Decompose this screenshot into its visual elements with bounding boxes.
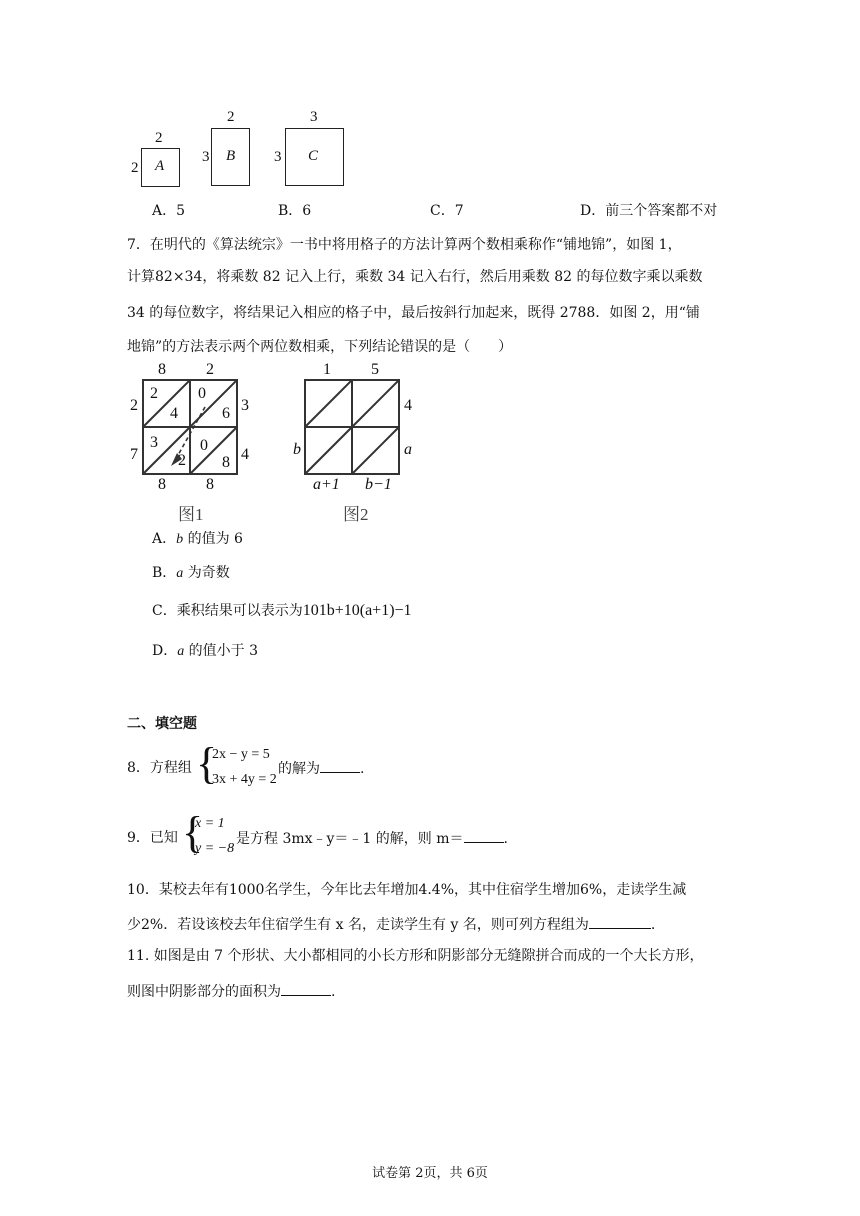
fig1-right-1: 3 (241, 397, 249, 414)
q6-option-b: B．6 (278, 203, 312, 219)
fig1-cell-5: 3 (150, 434, 158, 451)
q8-eq2: 3x + 4y = 2 (212, 772, 277, 787)
fig2-caption: 图2 (343, 505, 369, 524)
fig1-cell-3: 0 (198, 385, 206, 402)
q9-prefix: 9．已知 (127, 830, 178, 846)
q8-prefix: 8．方程组 (127, 760, 192, 776)
q8-eq1: 2x − y = 5 (212, 747, 270, 762)
fig1-cell-6: 2 (178, 452, 186, 469)
q9-rest: 是方程 3mx﹣y＝﹣1 的解，则 m＝ . (236, 828, 508, 849)
q6-option-c: C．7 (430, 203, 464, 219)
fig-b-name: B (226, 148, 236, 164)
fig1-cell-1: 2 (150, 385, 158, 402)
fig1-caption: 图1 (178, 505, 204, 524)
q10-answer-blank[interactable] (589, 914, 651, 929)
fig1-right-2: 4 (241, 446, 249, 463)
q11-line-1: 11. 如图是由 7 个形状、大小都相同的小长方形和阴影部分无缝隙拼合而成的一个大长方形， (127, 948, 704, 964)
fig1-cell-7: 0 (200, 437, 208, 454)
fig1-bottom-1: 8 (158, 476, 166, 493)
q7-option-a: A．b 的值为 6 (152, 531, 243, 547)
fig1-cell-8: 8 (222, 454, 230, 471)
q7-figure-1 (125, 360, 265, 520)
q6-option-d: D．前三个答案都不对 (580, 203, 718, 219)
fig2-top-1: 1 (323, 361, 331, 378)
fig2-left: b (293, 441, 301, 458)
q11-line-2: 则图中阴影部分的面积为 . (127, 981, 335, 1002)
fig2-right-2: a (404, 441, 412, 458)
q7-option-b: B．a 为奇数 (152, 565, 230, 581)
q7-line-2: 计算82×34，将乘数 82 记入上行，乘数 34 记入右行，然后用乘数 82 的每位数字乘以乘数 (127, 269, 703, 285)
fig1-top-1: 8 (158, 361, 166, 378)
q8-suffix: 的解为 . (278, 758, 364, 779)
q8-brace: { (196, 739, 218, 788)
fig1-bottom-2: 8 (206, 476, 214, 493)
q7-line-4: 地锦”的方法表示两个两位数相乘，下列结论错误的是（ ） (127, 339, 513, 355)
fig1-left-2: 7 (130, 446, 138, 463)
section-title: 二、填空题 (127, 716, 197, 732)
fig-c-side-label: 3 (274, 149, 282, 165)
q7-line-1: 7．在明代的《算法统宗》一书中将用格子的方法计算两个数相乘称作“铺地锦”，如图 1， (127, 237, 682, 253)
fig-a-name: A (155, 158, 165, 174)
q10-line-1: 10．某校去年有1000名学生，今年比去年增加4.4%，其中住宿学生增加6%，走读学生减 (127, 882, 687, 898)
fig1-top-2: 2 (206, 361, 214, 378)
fig1-left-1: 2 (130, 397, 138, 414)
fig2-bottom-1: a+1 (313, 476, 340, 493)
q9-brace: { (182, 808, 204, 857)
fig-c-top-label: 3 (310, 109, 318, 125)
q8-answer-blank[interactable] (320, 758, 360, 773)
q7-option-c: C．乘积结果可以表示为101b+10(a+1)−1 (152, 602, 412, 619)
page-footer: 试卷第 2页，共 6页 (372, 1166, 488, 1181)
q9-eq2: y = −8 (195, 841, 235, 856)
fig-b-side-label: 3 (202, 149, 210, 165)
q9-answer-blank[interactable] (464, 828, 504, 843)
fig2-top-2: 5 (371, 361, 379, 378)
fig2-bottom-2: b−1 (365, 476, 392, 493)
q11-answer-blank[interactable] (281, 981, 331, 996)
q7-option-d: D．a 的值小于 3 (152, 643, 259, 659)
fig-a-side-label: 2 (131, 160, 139, 176)
q6-option-a: A．5 (152, 203, 186, 219)
q9-eq1: x = 1 (195, 816, 225, 831)
fig1-cell-2: 4 (170, 405, 178, 422)
fig2-right-1: 4 (404, 397, 412, 414)
fig-b-top-label: 2 (227, 109, 235, 125)
fig-a-top-label: 2 (155, 130, 163, 146)
q10-line-2: 少2%．若设该校去年住宿学生有 x 名，走读学生有 y 名，则可列方程组为 . (127, 914, 655, 935)
q7-line-3: 34 的每位数字，将结果记入相应的格子中，最后按斜行加起来，既得 2788．如图 2，用“铺 (127, 305, 700, 321)
fig1-cell-4: 6 (222, 405, 230, 422)
q7-figure-2 (290, 360, 420, 490)
fig-c-name: C (308, 148, 319, 164)
